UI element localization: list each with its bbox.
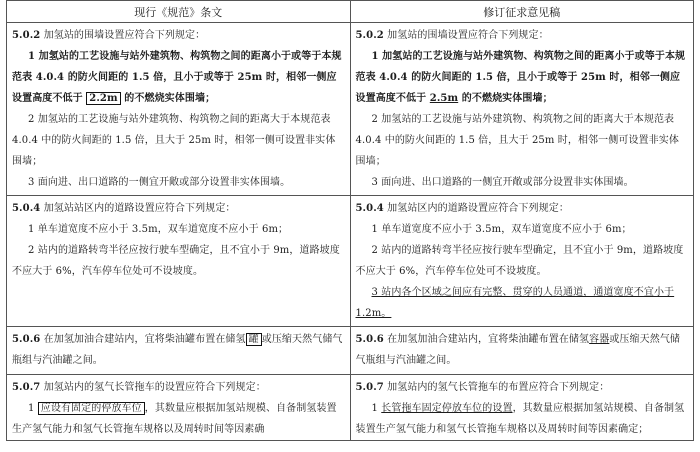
clause-5-0-7-current [7,375,351,441]
clause-item-3: 3 面向进、出口道路的一侧宜开敞或部分设置非实体围墙。 [28,177,291,188]
comparison-table [6,0,694,441]
table-header-row [7,1,694,23]
clause-item-1: 1 应设有固定的停放车位 ，其数量应根据加氢站规模、自备制氢装置生产氢气能力和氢气长管拖车规格以及周转时间等因素确 [12,403,337,435]
clause-5-0-4-revised [350,196,694,327]
clause-heading: 5.0.7 加氢站内的氢气长管拖车的设置应符合下列规定： [12,382,266,393]
revised-phrase: 长管拖车固定停放车位的设置 [381,403,513,414]
header-revision-draft: 修订征求意见稿 [350,1,694,23]
marked-value: 2.2m [86,92,120,105]
clause-text: 5.0.6 在加氢加油合建站内，宜将柴油罐布置在储氢 罐 或压缩天然气储气瓶组与汽油罐之间。 [12,334,343,366]
clause-item-1: 1 加氢站的工艺设施与站外建筑物、构筑物之间的距离小于或等于本规范表 4.0.4 的防火间距的 1.5 倍，且小于或等于 25m 时，相邻一侧应设置高度不低于 2.2m 的不燃烧实体围墙； [12,51,342,104]
clause-5-0-2-current [7,23,351,196]
clause-5-0-7-revised [350,375,694,441]
clause-item-1: 1 加氢站的工艺设施与站外建筑物、构筑物之间的距离小于或等于本规范表 4.0.4 的防火间距的 1.5 倍，且小于或等于 25m 时，相邻一侧应设置高度不低于 2.5m 的不燃烧实体围墙； [355,51,686,104]
clause-5-0-6-current [7,327,351,375]
clause-5-0-6-revised [350,327,694,375]
clause-heading: 5.0.2 加氢站的围墙设置应符合下列规定： [355,30,549,41]
revised-word: 容器 [589,334,610,345]
clause-heading: 5.0.4 加氢站区内的道路设置应符合下列规定： [355,203,569,214]
header-current-code: 现行《规范》条文 [7,1,351,23]
clause-item-2: 2 加氢站的工艺设施与站外建筑物、构筑物之间的距离大于本规范表 4.0.4 中的防火间距的 1.5 倍，且大于 25m 时，相邻一侧可设置非实体围墙； [12,114,336,167]
clause-heading: 5.0.7 加氢站内的氢气长管拖车的布置应符合下列规定： [355,382,610,393]
marked-phrase: 应设有固定的停放车位 [38,402,145,415]
clause-item-1: 1 单车道宽度不应小于 3.5m，双车道宽度不应小于 6m； [371,224,632,235]
clause-heading: 5.0.4 加氢站站区内的道路设置应符合下列规定： [12,203,236,214]
clause-item-3: 3 面向进、出口道路的一侧宜开敞或部分设置非实体围墙。 [371,177,634,188]
clause-item-2: 2 加氢站的工艺设施与站外建筑物、构筑物之间的距离大于本规范表 4.0.4 中的防火间距的 1.5 倍，且大于 25m 时，相邻一侧可设置非实体围墙； [355,114,679,167]
table-row [7,196,694,327]
clause-item-1: 1 单车道宽度不应小于 3.5m，双车道宽度不应小于 6m； [28,224,289,235]
table-row [7,23,694,196]
clause-item-2: 2 站内的道路转弯半径应按行驶车型确定，且不宜小于 9m，道路坡度不应大于 6%，汽车停车位处可不设坡度。 [355,245,684,277]
marked-word: 罐 [246,333,262,346]
clause-item-2: 2 站内的道路转弯半径应按行驶车型确定，且不宜小于 9m，道路坡度不应大于 6%，汽车停车位处可不设坡度。 [12,245,340,277]
table-row [7,375,694,441]
clause-item-1: 1 长管拖车固定停放车位的设置，其数量应根据加氢站规模、自备制氢装置生产氢气能力和氢气长管拖车规格以及周转时间等因素确定； [355,403,685,435]
clause-item-3-added: 3 站内各个区域之间应有完整、贯穿的人员通道，通道宽度不宜小于 1.2m。 [355,287,675,319]
clause-5-0-2-revised [350,23,694,196]
table-row [7,327,694,375]
comparison-document [6,0,694,452]
clause-text: 5.0.6 在加氢加油合建站内，宜将柴油罐布置在储氢容器或压缩天然气储气瓶组与汽油罐之间。 [355,334,681,366]
revised-value: 2.5m [429,93,459,104]
clause-heading: 5.0.2 加氢站的围墙设置应符合下列规定： [12,30,206,41]
clause-5-0-4-current [7,196,351,327]
